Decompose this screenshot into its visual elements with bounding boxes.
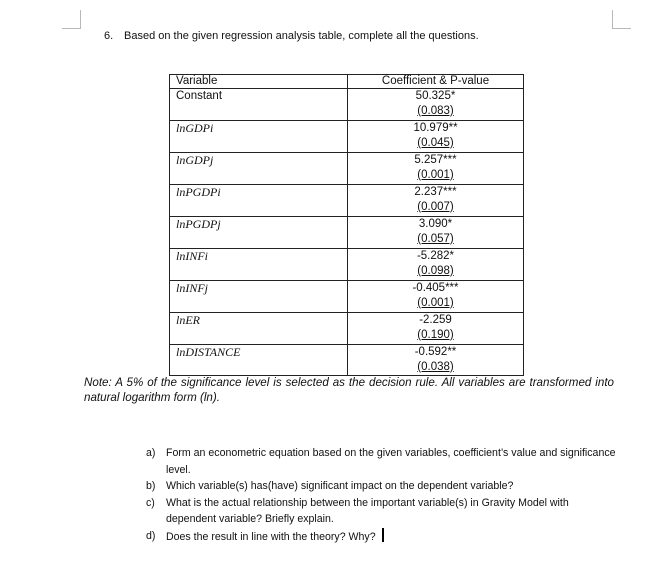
coefficient-cell [348, 89, 524, 121]
coefficient-value: -2.259 [419, 314, 452, 326]
p-value: (0.038) [417, 361, 454, 373]
p-value: (0.007) [417, 201, 454, 213]
table-row [170, 249, 524, 281]
coefficient-value: 3.090* [418, 218, 453, 230]
coefficient-cell [348, 281, 524, 313]
list-item [146, 528, 616, 546]
variable-cell: lnPGDPi [170, 185, 348, 217]
p-value: (0.190) [417, 329, 454, 341]
table-row [170, 345, 524, 376]
table-row [170, 153, 524, 185]
table-note: Note: A 5% of the significance level is selected as the decision rule. All variables are transformed into natural logarithm form (ln). [84, 376, 614, 404]
p-value: (0.001) [417, 297, 454, 309]
text-cursor [382, 528, 384, 542]
variable-cell: lnGDPj [170, 153, 348, 185]
table-row [170, 121, 524, 153]
coefficient-cell [348, 249, 524, 281]
sub-question-letter: c) [146, 496, 155, 509]
table-row [170, 281, 524, 313]
sub-question-text: Form an econometric equation based on the given variables, coefficient’s value and significance level. [166, 447, 616, 476]
list-item [146, 445, 616, 478]
coefficient-value: -5.282* [416, 250, 455, 262]
table-row [170, 185, 524, 217]
page-corner-mark-top-right [612, 10, 631, 29]
header-coefficient: Coefficient & P-value [348, 75, 524, 89]
sub-question-letter: b) [146, 480, 156, 492]
question-text: Based on the given regression analysis table, complete all the questions. [124, 30, 479, 42]
variable-cell: lnPGDPj [170, 217, 348, 249]
p-value: (0.098) [417, 265, 454, 277]
table-row [170, 313, 524, 345]
question-heading [104, 30, 479, 42]
coefficient-cell [348, 185, 524, 217]
sub-question-letter: a) [146, 447, 156, 459]
p-value: (0.045) [417, 137, 454, 149]
p-value: (0.001) [417, 169, 454, 181]
table-row [170, 217, 524, 249]
coefficient-value: -0.592** [414, 346, 457, 358]
p-value: (0.083) [417, 105, 454, 117]
coefficient-cell [348, 313, 524, 345]
variable-cell: lnGDPi [170, 121, 348, 153]
header-variable: Variable [170, 75, 348, 89]
coefficient-value: 2.237*** [414, 186, 457, 198]
coefficient-value: 50.325* [415, 90, 456, 102]
variable-cell: lnER [170, 313, 348, 345]
coefficient-cell [348, 217, 524, 249]
variable-cell: Constant [170, 89, 348, 121]
page-corner-mark-top-left [62, 10, 81, 29]
list-item [146, 478, 616, 495]
coefficient-value: 5.257*** [414, 154, 457, 166]
sub-question-text: What is the actual relationship between the important variable(s) in Gravity Model with dependent variable? Briefly explain. [166, 496, 569, 525]
variable-cell: lnINFi [170, 249, 348, 281]
coefficient-cell [348, 121, 524, 153]
sub-question-text: Does the result in line with the theory? Why? [166, 530, 376, 543]
p-value: (0.057) [417, 233, 454, 245]
coefficient-cell [348, 345, 524, 376]
variable-cell: lnINFj [170, 281, 348, 313]
coefficient-cell [348, 153, 524, 185]
coefficient-value: -0.405*** [412, 282, 459, 294]
sub-question-letter: d) [146, 529, 156, 542]
regression-table [169, 74, 524, 376]
sub-question-text: Which variable(s) has(have) significant impact on the dependent variable? [166, 480, 514, 492]
question-number: 6. [104, 30, 114, 42]
coefficient-value: 10.979** [413, 122, 458, 134]
table-row [170, 89, 524, 121]
list-item [146, 495, 616, 528]
variable-cell: lnDISTANCE [170, 345, 348, 376]
sub-question-list [146, 445, 616, 545]
table-header-row [170, 75, 524, 89]
